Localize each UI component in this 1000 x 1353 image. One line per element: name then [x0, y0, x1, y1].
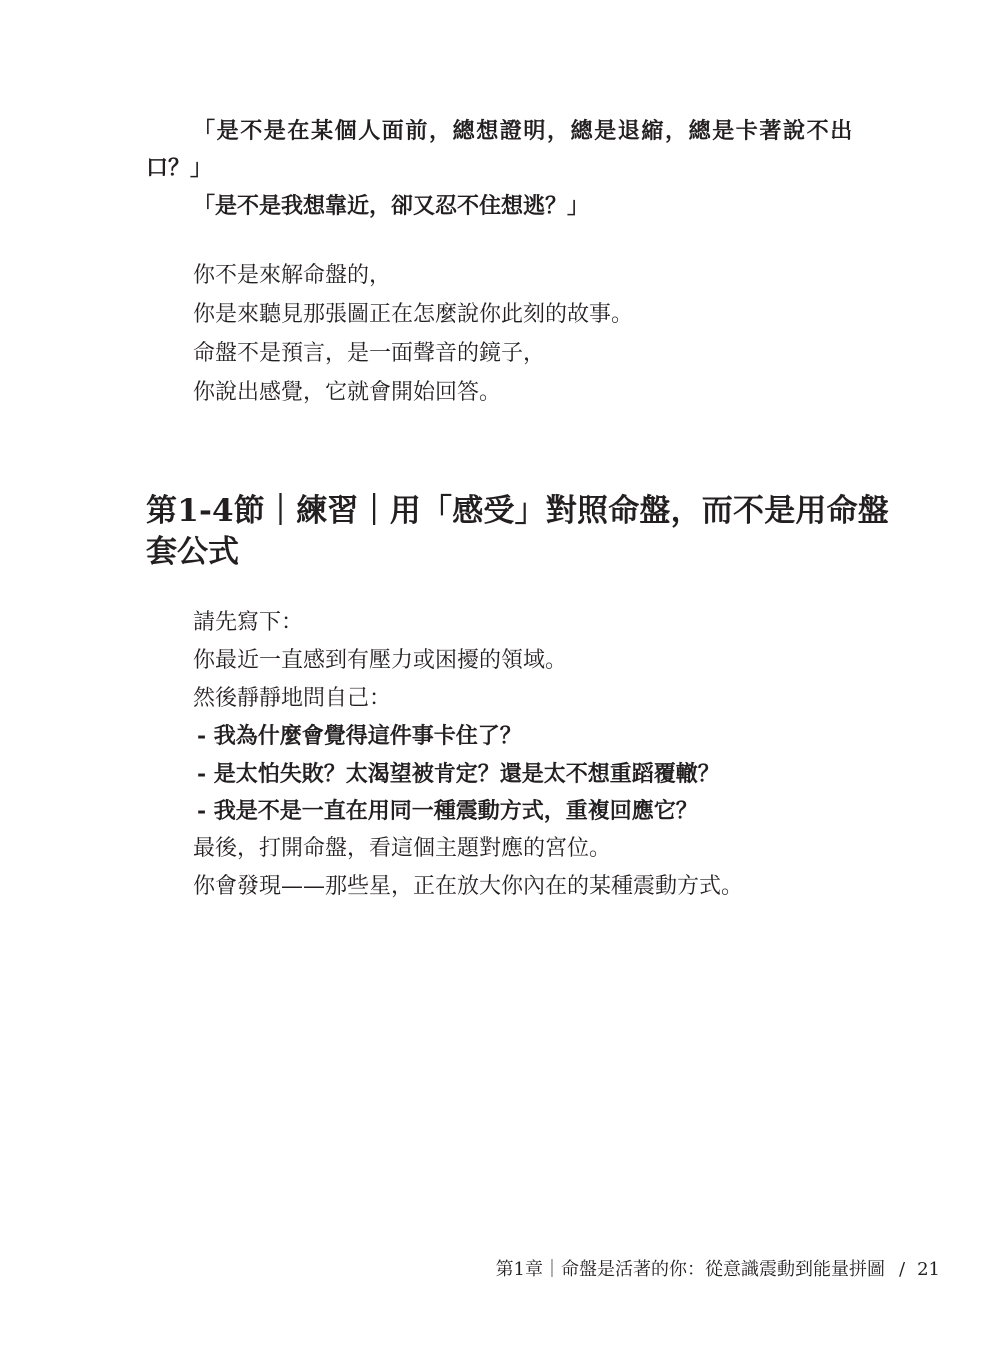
section-heading-continued: 套公式 — [146, 534, 239, 570]
exercise-question: - 我是不是一直在用同一種震動方式，重複回應它？ — [197, 798, 698, 824]
exercise-line: 你會發現——那些星，正在放大你內在的某種震動方式。 — [193, 874, 744, 899]
exercise-line: 請先寫下： — [193, 610, 304, 635]
footer-separator: / — [899, 1259, 906, 1280]
quote-line-2: 「是不是我想靠近，卻又忍不住想逃？」 — [193, 193, 590, 219]
paragraph-line: 命盤不是預言，是一面聲音的鏡子， — [193, 341, 546, 366]
page-footer — [496, 1258, 940, 1282]
exercise-question: - 我為什麼會覺得這件事卡住了？ — [197, 723, 522, 749]
exercise-line: 然後靜靜地問自己： — [193, 686, 392, 711]
paragraph-line: 你說出感覺，它就會開始回答。 — [193, 380, 502, 405]
section-heading: 第1-4節｜練習｜用「感受」對照命盤，而不是用命盤 — [146, 493, 890, 529]
quote-line-1-continued: 口？」 — [146, 155, 213, 181]
paragraph-line: 你不是來解命盤的， — [193, 263, 392, 288]
paragraph-line: 你是來聽見那張圖正在怎麼說你此刻的故事。 — [193, 302, 634, 327]
exercise-question: - 是太怕失敗？太渴望被肯定？還是太不想重蹈覆轍？ — [197, 761, 720, 787]
footer-chapter-title: 第1章｜命盤是活著的你：從意識震動到能量拼圖 — [495, 1259, 886, 1280]
quote-line-1: 「是不是在某個人面前，總想證明，總是退縮，總是卡著說不出 — [193, 118, 854, 144]
exercise-line: 你最近一直感到有壓力或困擾的領域。 — [193, 648, 568, 673]
exercise-line: 最後，打開命盤，看這個主題對應的宮位。 — [193, 836, 612, 861]
page-number: 21 — [917, 1259, 940, 1280]
